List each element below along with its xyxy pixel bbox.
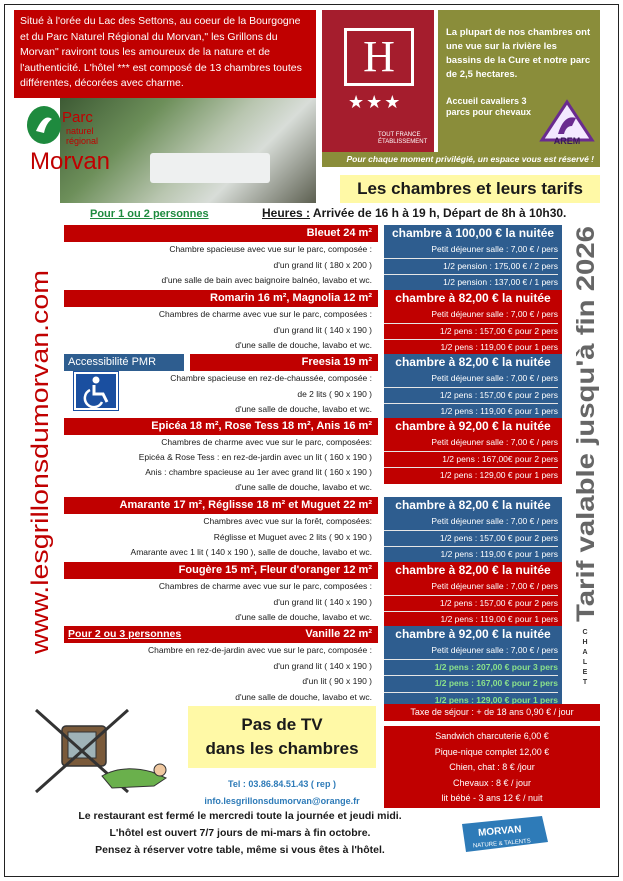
parc-leaf-icon [24, 105, 64, 145]
desc-line: d'une salle de douche, lavabo et wc. [235, 404, 372, 414]
parc-morvan-logo [22, 105, 112, 200]
desc-line: d'un grand lit ( 180 x 200 ) [273, 259, 372, 270]
chalet-letter: L [582, 659, 588, 666]
desc-line: d'une salle de douche, lavabo et wc. [235, 340, 372, 350]
price-lines-fougere [384, 579, 562, 628]
price-line: 1/2 pens : 119,00 € pour 1 pers [440, 614, 558, 624]
desc-line: Réglisse et Muguet avec 2 lits ( 90 x 190 ) [213, 531, 372, 542]
no-tv-line1: Pas de TV [241, 715, 323, 734]
website-text[interactable]: www.lesgrillonsdumorvan.com [27, 331, 54, 654]
hotel-letter: H [344, 28, 414, 86]
tarif-text: Tarif valable jusqu'à fin 2026 [572, 284, 600, 622]
price-line: Petit déjeuner salle : 7,00 € / pers [384, 514, 558, 531]
room-header-vanille: Vanille 22 m² [184, 626, 378, 643]
chalet-letter: H [582, 639, 588, 646]
desc-line: Chambres de charme avec vue sur le parc, composées : [158, 309, 372, 319]
room-header-amarante: Amarante 17 m², Réglisse 18 m² et Muguet 22 m² [64, 497, 378, 514]
price-line: 1/2 pens : 157,00 € pour 2 pers [384, 596, 558, 613]
naturel-word: naturel [66, 126, 94, 136]
badge-brand: TOUT FRANCE [378, 132, 421, 138]
chalet-letter: A [582, 649, 588, 656]
parc-word: Parc [62, 109, 93, 126]
price-header-bleuet: chambre à 100,00 € la nuitée [384, 225, 562, 242]
room-header-epicea: Epicéa 18 m², Rose Tess 18 m², Anis 16 m² [64, 418, 378, 435]
desc-line: Chambres de charme avec vue sur le parc, composées: [161, 437, 372, 447]
desc-line: Chambre en rez-de-jardin avec vue sur le parc, composée : [148, 645, 372, 655]
room-desc-epicea [64, 435, 378, 495]
price-line: Petit déjeuner salle : 7,00 € / pers [384, 371, 558, 388]
footer-notes [50, 808, 430, 859]
chalet-letter: C [582, 629, 588, 636]
price-lines-vanille [384, 643, 562, 708]
desc-line: Amarante avec 1 lit ( 140 x 190 ), salle de douche, lavabo et wc. [130, 547, 372, 557]
price-header-vanille: chambre à 92,00 € la nuitée [384, 626, 562, 643]
desc-line: d'un lit ( 90 x 190 ) [302, 676, 372, 686]
footer-line: Pensez à réserver votre table, même si vous êtes à l'hôtel. [95, 844, 385, 856]
price-header-freesia: chambre à 82,00 € la nuitée [384, 354, 562, 371]
desc-line: d'une salle de douche, lavabo et wc. [235, 691, 372, 702]
tarif-vertical [560, 220, 606, 630]
price-lines-epicea [384, 435, 562, 484]
olive-strip-text: Pour chaque moment privilégié, un espace vous est réservé ! [322, 152, 600, 167]
footer-line: L'hôtel est ouvert 7/7 jours de mi-mars à fin octobre. [109, 827, 371, 839]
price-line: Petit déjeuner salle : 7,00 € / pers [384, 579, 558, 596]
hotel-stars: ★★★ [348, 92, 403, 112]
price-header-epicea: chambre à 92,00 € la nuitée [384, 418, 562, 435]
desc-line: Anis : chambre spacieuse au 1er avec grand lit ( 160 x 190 ) [145, 467, 372, 477]
morvan-word: Morvan [30, 148, 111, 175]
chalet-vertical [578, 628, 592, 688]
price-line: 1/2 pens : 119,00 € pour 1 pers [440, 406, 558, 416]
desc-line: Epicéa & Rose Tess : en rez-de-jardin avec un lit ( 160 x 190 ) [138, 452, 372, 462]
desc-line: d'un grand lit ( 140 x 190 ) [273, 596, 372, 607]
room-header-bleuet: Bleuet 24 m² [64, 225, 378, 242]
olive-view-text: La plupart de nos chambres ont une vue sur la rivière les bassins de la Cure et notre parc de 2,5 hectares. [446, 27, 591, 80]
desc-line: d'un grand lit ( 140 x 190 ) [273, 660, 372, 671]
hotel-classification-badge [322, 10, 434, 160]
footer-line: Le restaurant est fermé le mercredi toute la journée et jeudi midi. [78, 810, 402, 822]
chalet-letter: E [582, 669, 588, 676]
taxe-sejour: Taxe de séjour : + de 18 ans 0,90 € / jour [384, 704, 600, 721]
extra-item: Pique-nique complet 12,00 € [434, 746, 550, 757]
price-line: Petit déjeuner salle : 7,00 € / pers [384, 307, 558, 324]
badge-sub: ÉTABLISSEMENT [378, 139, 428, 145]
desc-line: Chambre spacieuse en rez-de-chaussée, composée : [170, 373, 372, 383]
price-line: 1/2 pens : 157,00 € pour 2 pers [384, 388, 558, 405]
room-header-fougere: Fougère 15 m², Fleur d'oranger 12 m² [64, 562, 378, 579]
room-desc-bleuet [64, 242, 378, 289]
room-desc-romarin [64, 307, 378, 354]
pmr-tag: Accessibilité PMR [64, 354, 184, 371]
room-header-romarin: Romarin 16 m², Magnolia 12 m² [64, 290, 378, 307]
extra-item: Chevaux : 8 € / jour [452, 777, 532, 788]
desc-line: Chambres avec vue sur la forêt, composées: [203, 516, 372, 526]
no-tv-icon [32, 706, 182, 802]
room-desc-freesia [64, 371, 378, 418]
price-line: 1/2 pens : 129,00 € pour 1 pers [434, 694, 558, 705]
price-line: Petit déjeuner salle : 7,00 € / pers [384, 643, 558, 660]
no-tv-box [188, 706, 376, 768]
photo-table-shape [150, 153, 270, 183]
price-line: 1/2 pension : 137,00 € / 1 pers [443, 277, 558, 287]
extra-item: lit bébé - 3 ans 12 € / nuit [441, 793, 543, 803]
morvan-talents-logo-icon [456, 814, 552, 854]
extra-item: Sandwich charcuterie 6,00 € [435, 731, 549, 741]
pour-2-3-tag: Pour 2 ou 3 personnes [64, 626, 184, 643]
heures-text: Arrivée de 16 h à 19 h, Départ de 8h à 10h30. [310, 206, 567, 220]
price-lines-romarin [384, 307, 562, 356]
price-line: 1/2 pens : 157,00 € pour 2 pers [384, 531, 558, 548]
price-line: 1/2 pens : 207,00 € pour 3 pers [384, 660, 558, 677]
morvan-badge-sub: NATURE & TALENTS [472, 838, 532, 850]
email-address[interactable]: info.lesgrillonsdumorvan@orange.fr [204, 796, 360, 806]
chalet-letter: T [582, 679, 588, 686]
price-lines-bleuet [384, 242, 562, 291]
desc-line: d'une salle de douche, lavabo et wc. [235, 482, 372, 492]
contact-block [188, 776, 376, 810]
price-line: 1/2 pens : 129,00 € pour 1 pers [439, 470, 558, 480]
price-header-fougere: chambre à 82,00 € la nuitée [384, 562, 562, 579]
price-line: Petit déjeuner salle : 7,00 € / pers [384, 242, 558, 259]
price-line: 1/2 pens : 167,00 € pour 2 pers [384, 676, 558, 693]
price-line: 1/2 pens : 119,00 € pour 1 pers [440, 342, 558, 352]
pour-1-2-personnes: Pour 1 ou 2 personnes [90, 208, 209, 220]
page-title: Les chambres et leurs tarifs [340, 175, 600, 203]
extras-box [384, 726, 600, 808]
price-line: 1/2 pens : 119,00 € pour 1 pers [440, 549, 558, 559]
price-line: Petit déjeuner salle : 7,00 € / pers [384, 435, 558, 452]
extra-item: Chien, chat : 8 € /jour [449, 762, 535, 772]
room-header-freesia: Freesia 19 m² [190, 354, 378, 371]
price-line: 1/2 pens : 157,00 € pour 2 pers [384, 324, 558, 341]
desc-line: d'un grand lit ( 140 x 190 ) [273, 324, 372, 335]
arem-label: AREM [553, 136, 581, 146]
price-header-amarante: chambre à 82,00 € la nuitée [384, 497, 562, 514]
price-line: 1/2 pens : 167,00€ pour 2 pers [384, 452, 558, 469]
price-line: 1/2 pension : 175,00 € / 2 pers [384, 259, 558, 276]
arem-logo-icon [536, 96, 598, 146]
heures-line [262, 206, 566, 220]
morvan-badge-title: MORVAN [477, 824, 522, 839]
phone-number[interactable]: Tel : 03.86.84.51.43 ( rep ) [228, 779, 336, 789]
desc-line: Chambres de charme avec vue sur le parc, composées : [158, 581, 372, 591]
regional-word: régional [66, 136, 99, 146]
no-tv-line2: dans les chambres [205, 739, 359, 758]
desc-line: Chambre spacieuse avec vue sur le parc, composée : [169, 244, 372, 254]
desc-line: d'une salle de bain avec baignoire balnéo, lavabo et wc. [161, 275, 372, 285]
website-vertical [14, 262, 60, 662]
room-desc-amarante [64, 514, 378, 561]
room-desc-fougere [64, 579, 378, 626]
price-header-romarin: chambre à 82,00 € la nuitée [384, 290, 562, 307]
price-lines-freesia [384, 371, 562, 420]
desc-line: d'une salle de douche, lavabo et wc. [235, 612, 372, 622]
room-desc-vanille [64, 643, 378, 705]
desc-line: de 2 lits ( 90 x 190 ) [297, 388, 372, 399]
heures-label: Heures : [262, 206, 311, 220]
atout-france-label [378, 132, 427, 146]
price-lines-amarante [384, 514, 562, 563]
intro-text: Situé à l'orée du Lac des Settons, au coeur de la Bourgogne et du Parc Naturel Régional du Morvan," les Grillons du Morvan" raviront tous les amoureux de la nature et de l'authenticité. L'hôtel *** est composé de 13 chambres toutes différentes, décorées avec charme. [14, 10, 316, 98]
olive-riders-text: Accueil cavaliers 3 parcs pour chevaux [446, 96, 532, 117]
